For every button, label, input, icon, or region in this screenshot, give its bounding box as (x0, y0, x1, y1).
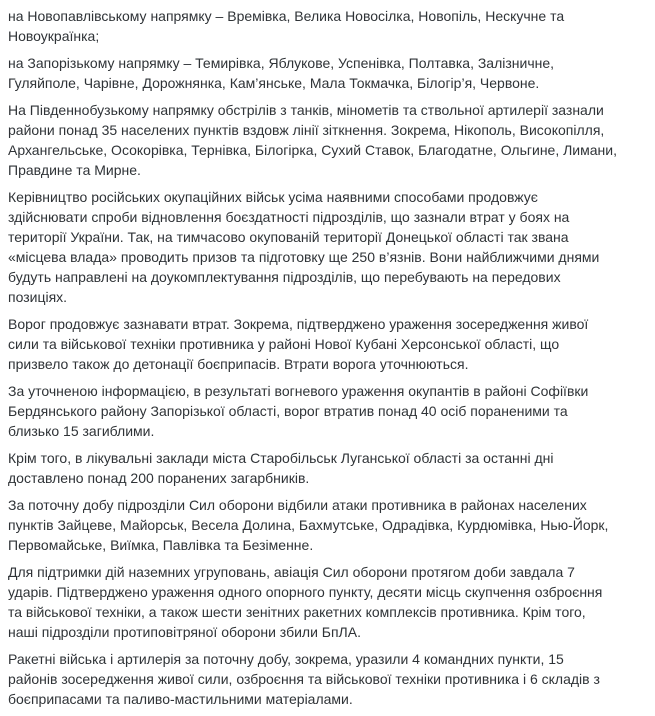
text-line: За поточну добу підрозділи Сил оборони відбили атаки противника в районах населених (8, 497, 587, 513)
text-line: призвело також до детонації боєприпасів. Втрати ворога уточнюються. (8, 356, 469, 372)
text-line: Правдине та Мирне. (8, 162, 141, 178)
text-line: сили та військової техніки противника у районі Нової Кубані Херсонської області, що (8, 336, 560, 352)
text-line: «місцева влада» проводить призов та підготовку ще 250 в’язнів. Вони найближчими днями (8, 249, 600, 265)
text-line: Первомайське, Виїмка, Павлівка та Безіменне. (8, 537, 314, 553)
post-paragraph (8, 314, 647, 374)
text-line: наші підрозділи протиповітряної оборони збили БпЛА. (8, 624, 361, 640)
text-line: За уточненою інформацією, в результаті вогневого ураження окупантів в районі Софіївки (8, 383, 589, 399)
text-line: будуть направлені на доукомплектування підрозділів, що перебувають на передових (8, 269, 561, 285)
text-line: райони понад 35 населених пунктів вздовж лінії зіткнення. Зокрема, Нікополь, Високопілля, (8, 122, 605, 138)
text-line: На Південнобузькому напрямку обстрілів з танків, мінометів та ствольної артилерії зазнали (8, 102, 604, 118)
text-line: Гуляйполе, Чарівне, Дорожнянка, Кам’янське, Мала Токмачка, Білогір’я, Червоне. (8, 75, 540, 91)
post-paragraph (8, 649, 647, 709)
paragraphs-container (8, 6, 647, 709)
text-line: Ракетні війська і артилерія за поточну добу, зокрема, уразили 4 командних пункти, 15 (8, 651, 564, 667)
text-line: на Запорізькому напрямку – Темирівка, Яблукове, Успенівка, Полтавка, Залізничне, (8, 55, 555, 71)
text-line: Архангельське, Осокорівка, Тернівка, Білогірка, Сухий Ставок, Благодатне, Ольгине, Лимани, (8, 142, 617, 158)
text-line: здійснювати спроби відновлення боєздатності підрозділів, що зазнали втрат у боях на (8, 209, 570, 225)
post-paragraph (8, 381, 647, 441)
text-line: ударів. Підтверджено ураження одного опорного пункту, десяти місць скупчення озброєння (8, 584, 603, 600)
post-paragraph (8, 100, 647, 180)
post-paragraph (8, 562, 647, 642)
text-line: близько 15 загиблими. (8, 423, 155, 439)
text-line: позиціях. (8, 289, 68, 305)
post-paragraph (8, 6, 647, 46)
text-line: Крім того, в лікувальні заклади міста Старобільськ Луганської області за останні дні (8, 450, 554, 466)
text-line: Новоукраїнка; (8, 28, 100, 44)
text-line: Для підтримки дій наземних угруповань, авіація Сил оборони протягом доби завдала 7 (8, 564, 575, 580)
text-line: та військової техніки, а також шести зенітних ракетних комплексів противника. Крім того, (8, 604, 586, 620)
post-paragraph (8, 53, 647, 93)
text-line: боєприпасами та паливо-мастильними матеріалами. (8, 691, 353, 707)
text-line: Керівництво російських окупаційних військ усіма наявними способами продовжує (8, 189, 538, 205)
text-line: території України. Так, на тимчасово окупованій території Донецької області так звана (8, 229, 569, 245)
text-line: пунктів Зайцеве, Майорськ, Весела Долина, Бахмутське, Одрадівка, Курдюмівка, Нью-Йорк, (8, 517, 609, 533)
text-line: доставлено понад 200 поранених загарбників. (8, 470, 310, 486)
post-paragraph (8, 187, 647, 307)
text-line: районів зосередження живої сили, озброєння та військової техніки противника і 6 складів з (8, 671, 600, 687)
text-line: на Новопавлівському напрямку – Времівка, Велика Новосілка, Новопіль, Нескучне та (8, 8, 565, 24)
text-line: Бердянського району Запорізької області, ворог втратив понад 40 осіб пораненими та (8, 403, 568, 419)
post-paragraph (8, 448, 647, 488)
text-line: Ворог продовжує зазнавати втрат. Зокрема, підтверджено ураження зосередження живої (8, 316, 589, 332)
post-paragraph (8, 495, 647, 555)
